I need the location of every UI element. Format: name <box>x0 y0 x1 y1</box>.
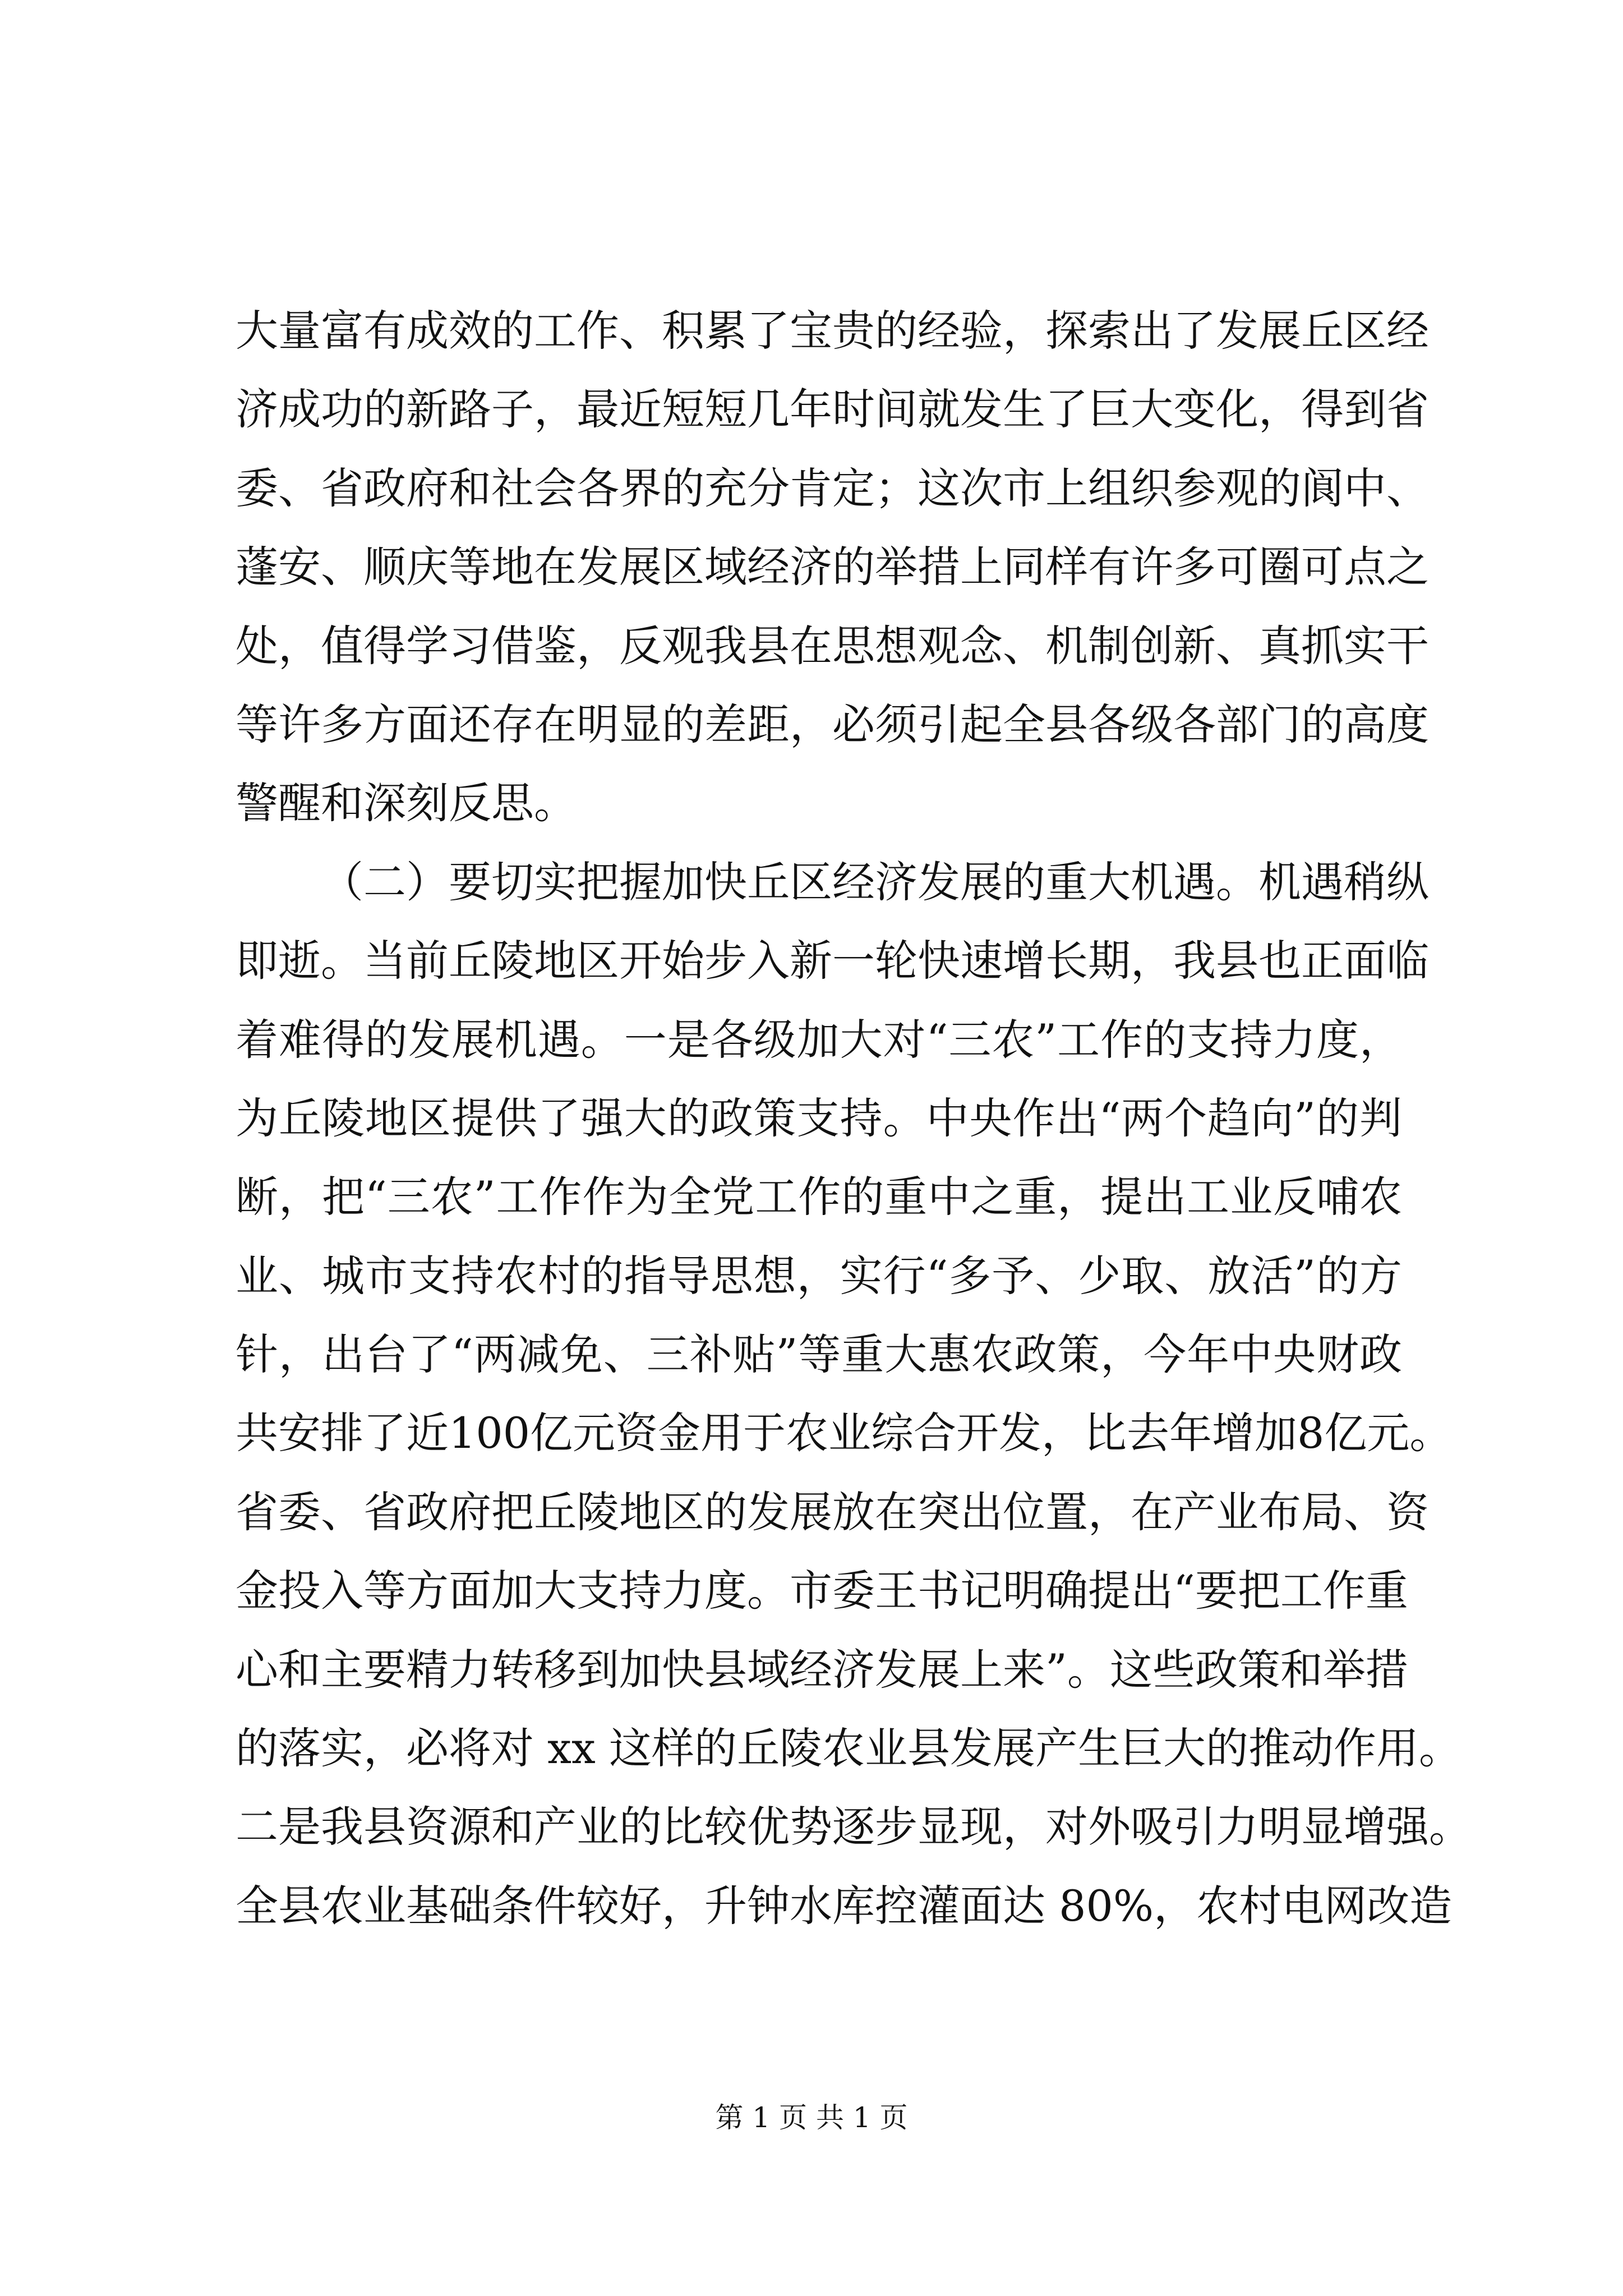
text-line: 为丘陵地区提供了强大的政策支持。中央作出“两个趋向”的判 <box>236 1093 1402 1143</box>
text-line: 大量富有成效的工作、积累了宝贵的经验，探索出了发展丘区经 <box>236 306 1429 356</box>
page-footer <box>0 2095 1623 2136</box>
page-number-label: 第 1 页 共 1 页 <box>715 2101 908 2134</box>
text-line: 省委、省政府把丘陵地区的发展放在突出位置，在产业布局、资 <box>236 1487 1429 1537</box>
text-line: 的落实，必将对 xx 这样的丘陵农业县发展产生巨大的推动作用。 <box>236 1723 1462 1774</box>
text-line: 即逝。当前丘陵地区开始步入新一轮快速增长期，我县也正面临 <box>236 936 1429 986</box>
text-line: 委、省政府和社会各界的充分肯定；这次市上组织参观的阆中、 <box>236 463 1429 513</box>
text-line: 全县农业基础条件较好，升钟水库控灌面达 80%，农村电网改造 <box>236 1880 1453 1931</box>
text-line: 共安排了近100亿元资金用于农业综合开发，比去年增加8亿元。 <box>236 1408 1453 1458</box>
text-line: 警醒和深刻反思。 <box>236 778 577 829</box>
paragraph-first-line: （二）要切实把握加快丘区经济发展的重大机遇。机遇稍纵 <box>321 857 1429 907</box>
document-body <box>236 292 1472 1945</box>
text-line: 断，把“三农”工作作为全党工作的重中之重，提出工业反哺农 <box>236 1172 1402 1222</box>
text-line: 着难得的发展机遇。一是各级加大对“三农”工作的支持力度， <box>236 1014 1402 1065</box>
text-line: 济成功的新路子，最近短短几年时间就发生了巨大变化，得到省 <box>236 384 1429 435</box>
text-line: 二是我县资源和产业的比较优势逐步显现，对外吸引力明显增强。 <box>236 1802 1472 1852</box>
text-line: 等许多方面还存在明显的差距，必须引起全县各级各部门的高度 <box>236 699 1429 749</box>
text-line: 处，值得学习借鉴，反观我县在思想观念、机制创新、真抓实干 <box>236 620 1429 671</box>
text-line: 金投入等方面加大支持力度。市委王书记明确提出“要把工作重 <box>236 1566 1408 1616</box>
text-line: 针，出台了“两减免、三补贴”等重大惠农政策，今年中央财政 <box>236 1329 1402 1380</box>
text-line: 心和主要精力转移到加快县域经济发展上来”。这些政策和举措 <box>236 1644 1408 1695</box>
text-line: 业、城市支持农村的指导思想，实行“多予、少取、放活”的方 <box>236 1250 1402 1301</box>
text-line: 蓬安、顺庆等地在发展区域经济的举措上同样有许多可圈可点之 <box>236 542 1429 592</box>
